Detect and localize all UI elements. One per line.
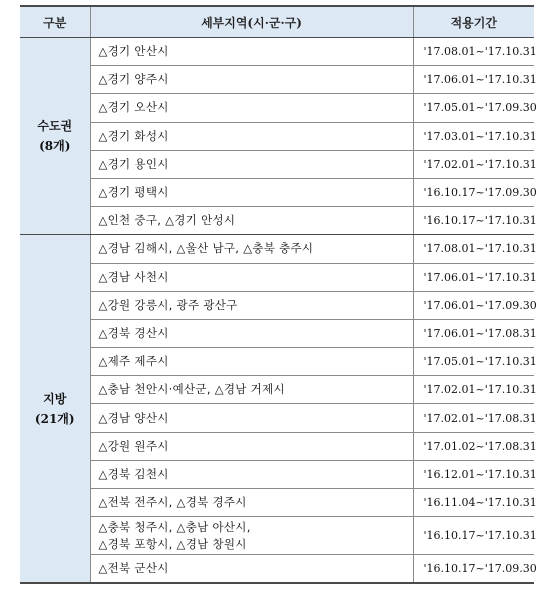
period-cell: '16.10.17~'17.10.31 — [413, 207, 534, 235]
group-provincial — [20, 235, 90, 583]
period-cell: '16.10.17~'17.09.30 — [423, 562, 537, 576]
table-row — [20, 404, 534, 432]
region-cell: △강원 강릉시, 광주 광산구 — [90, 291, 413, 319]
period-cell: '16.10.17~'17.09.30 — [413, 178, 534, 206]
region-cell: △제주 제주시 — [90, 348, 413, 376]
table-row — [20, 291, 534, 319]
region-cell: △경기 양주시 — [90, 66, 413, 94]
period-cell: '17.06.01~'17.08.31 — [413, 319, 534, 347]
table-row — [20, 489, 534, 517]
period-cell: '17.02.01~'17.10.31 — [413, 150, 534, 178]
region-cell: △경기 평택시 — [90, 178, 413, 206]
region-cell: △경북 경산시 — [90, 319, 413, 347]
region-cell: △경북 김천시 — [90, 460, 413, 488]
table-row — [20, 66, 534, 94]
region-cell: △경기 용인시 — [90, 150, 413, 178]
period-cell: '17.02.01~'17.10.31 — [413, 376, 534, 404]
period-cell: '16.12.01~'17.10.31 — [413, 460, 534, 488]
period-cell: '17.03.01~'17.10.31 — [413, 122, 534, 150]
period-cell: '17.06.01~'17.09.30 — [413, 291, 534, 319]
region-cell: △전북 군산시 — [90, 555, 413, 583]
region-cell: △경기 화성시 — [90, 122, 413, 150]
table-row — [20, 122, 534, 150]
period-cell: '17.06.01~'17.10.31 — [413, 66, 534, 94]
group-name: 수도권 — [37, 119, 73, 134]
period-cell: '17.05.01~'17.10.31 — [413, 348, 534, 376]
table-row — [20, 235, 534, 263]
table-row — [20, 348, 534, 376]
region-line: △충북 청주시, △충남 아산시, — [98, 519, 251, 534]
region-cell: △인천 중구, △경기 안성시 — [90, 207, 413, 235]
region-cell: △경기 오산시 — [90, 94, 413, 122]
table-row — [20, 517, 534, 555]
header-period: 적용기간 — [413, 6, 534, 38]
table-row — [20, 207, 534, 235]
period-cell: '17.02.01~'17.08.31 — [413, 404, 534, 432]
table-row — [20, 263, 534, 291]
region-cell: △강원 원주시 — [90, 432, 413, 460]
table-row — [20, 319, 534, 347]
period-cell: '16.11.04~'17.10.31 — [413, 489, 534, 517]
table-row — [20, 150, 534, 178]
table-row — [20, 555, 534, 583]
region-cell: △경기 안산시 — [90, 38, 413, 66]
period-cell: '17.06.01~'17.10.31 — [413, 263, 534, 291]
region-cell: △경남 사천시 — [90, 263, 413, 291]
region-cell: △충남 천안시·예산군, △경남 거제시 — [90, 376, 413, 404]
table-row — [20, 94, 534, 122]
region-cell: △경남 양산시 — [90, 404, 413, 432]
period-cell: '17.01.02~'17.08.31 — [413, 432, 534, 460]
period-cell: '17.05.01~'17.09.30 — [413, 94, 534, 122]
table-row — [20, 38, 534, 66]
region-cell — [90, 517, 413, 555]
period-cell: '17.08.01~'17.10.31 — [413, 38, 534, 66]
table-row — [20, 178, 534, 206]
header-region: 세부지역(시·군·구) — [90, 6, 413, 38]
group-count: (21개) — [34, 411, 75, 426]
table-row — [20, 376, 534, 404]
group-capital — [20, 38, 90, 235]
period-cell: '17.08.01~'17.10.31 — [413, 235, 534, 263]
region-cell: △경남 김해시, △울산 남구, △충북 충주시 — [90, 235, 413, 263]
table-row — [20, 432, 534, 460]
table-row — [20, 460, 534, 488]
region-line: △경북 포항시, △경남 창원시 — [98, 536, 247, 551]
group-count: (8개) — [39, 139, 71, 154]
region-cell: △전북 전주시, △경북 경주시 — [90, 489, 413, 517]
group-name: 지방 — [43, 391, 67, 406]
header-category: 구분 — [20, 6, 90, 38]
region-table — [20, 5, 537, 584]
header-row — [20, 6, 534, 38]
period-cell: '16.10.17~'17.10.31 — [413, 517, 534, 555]
